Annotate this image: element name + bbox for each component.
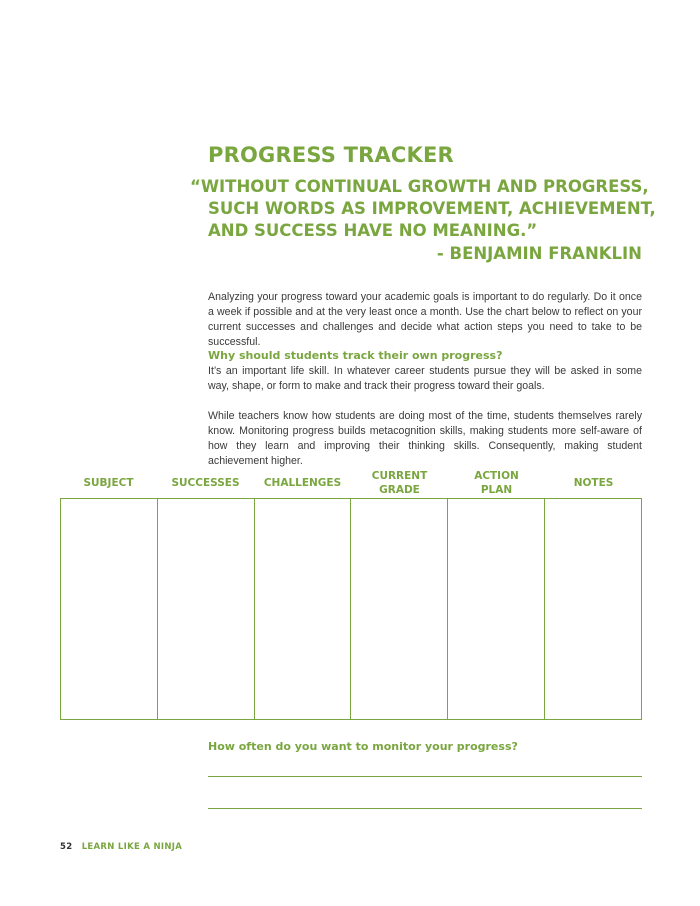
quote-line: “WITHOUT CONTINUAL GROWTH AND PROGRESS, (190, 177, 649, 196)
page-title: PROGRESS TRACKER (208, 143, 454, 167)
book-title: LEARN LIKE A NINJA (81, 842, 183, 852)
column-header-successes: SUCCESSES (171, 477, 240, 489)
why-heading: Why should students track their own progress? (208, 349, 503, 362)
column-header-action-plan: ACTION PLAN (474, 470, 519, 496)
quote-line: AND SUCCESS HAVE NO MEANING.” (208, 221, 538, 240)
why-paragraph-1: It’s an important life skill. In whatever career students pursue they will be asked in some way, shape, or form to make and track their progress toward their goals. (208, 365, 642, 392)
page-number: 52 (60, 842, 73, 852)
column-header-subject: SUBJECT (83, 477, 134, 489)
column-header-notes: NOTES (573, 477, 614, 489)
progress-table (60, 498, 642, 720)
why-paragraph-2: While teachers know how students are doing most of the time, students themselves rarely know. Monitoring progress builds metacognition skills, making students more self-aware of how they learn and improving their thinking skills. Consequently, making student achievement higher. (208, 410, 642, 467)
column-header-challenges: CHALLENGES (263, 477, 342, 489)
page-footer (60, 842, 182, 852)
quote-author: - BENJAMIN FRANKLIN (436, 244, 642, 263)
cell-notes[interactable] (545, 499, 641, 719)
cell-subject[interactable] (61, 499, 158, 719)
cell-action-plan[interactable] (448, 499, 545, 719)
answer-line[interactable] (208, 808, 642, 809)
monitor-question: How often do you want to monitor your progress? (208, 740, 518, 753)
quote-block (190, 176, 656, 265)
table-header-row (60, 467, 642, 499)
answer-line[interactable] (208, 776, 642, 777)
intro-paragraph: Analyzing your progress toward your academic goals is important to do regularly. Do it once a week if possible and at the very least once a month. Use the chart below to reflect on your current successes and challenges and decide what action steps you need to take to be successful. (208, 291, 642, 348)
cell-challenges[interactable] (255, 499, 352, 719)
column-header-current-grade: CURRENT GRADE (371, 470, 428, 496)
cell-successes[interactable] (158, 499, 255, 719)
cell-current-grade[interactable] (351, 499, 448, 719)
quote-line: SUCH WORDS AS IMPROVEMENT, ACHIEVEMENT, (208, 199, 656, 218)
